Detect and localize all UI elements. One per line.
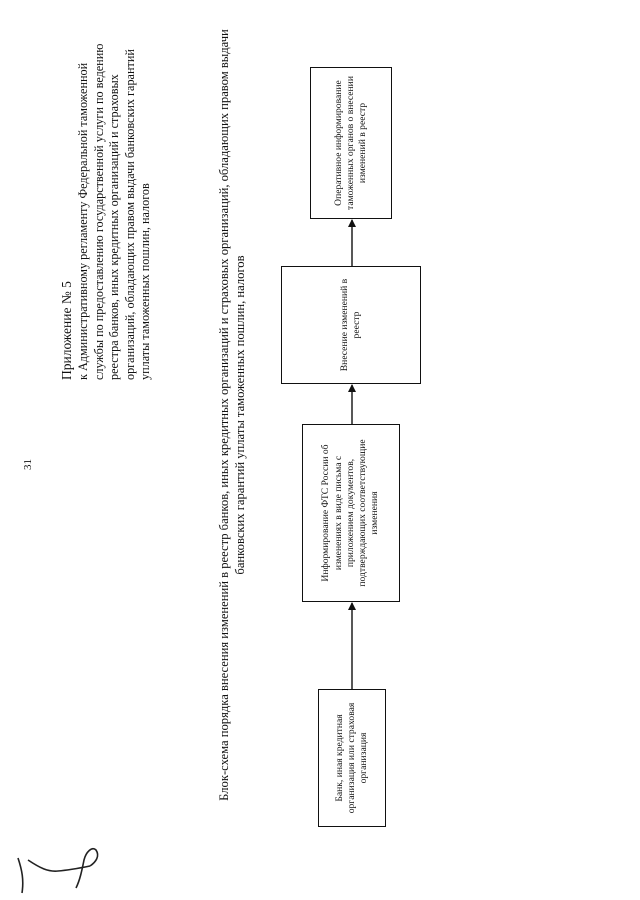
flow-box-inform-fcs-label: Информирование ФТС России об изменениях в виде письма с приложением документов, подтверждающих соответствующие изменения: [320, 439, 381, 587]
flow-box-register-changes-label: Внесение изменений в реестр: [338, 278, 362, 372]
flow-box-bank-label: Банк, иная кредитная организация или страховая организация: [333, 702, 370, 814]
flow-box-operative-inform-label: Оперативное информирование таможенных органов о внесении изменений в реестр: [332, 76, 369, 210]
page-number: 31: [22, 459, 34, 470]
diagram-title: Блок-схема порядка внесения изменений в реестр банков, иных кредитных организаций и страховых организаций, обладающих правом выдачи банковских гарантий уплаты таможенных пошлин, налогов: [217, 29, 248, 801]
appendix-text: к Административному регламенту Федеральной таможенной службы по предоставлению государственной услуги по ведению реестра банков, иных кредитных организаций и страховых организаций, обладающих правом выдачи банковских гарантий уплаты таможенных пошлин, налогов: [76, 43, 153, 380]
appendix-title: Приложение № 5: [59, 281, 74, 380]
